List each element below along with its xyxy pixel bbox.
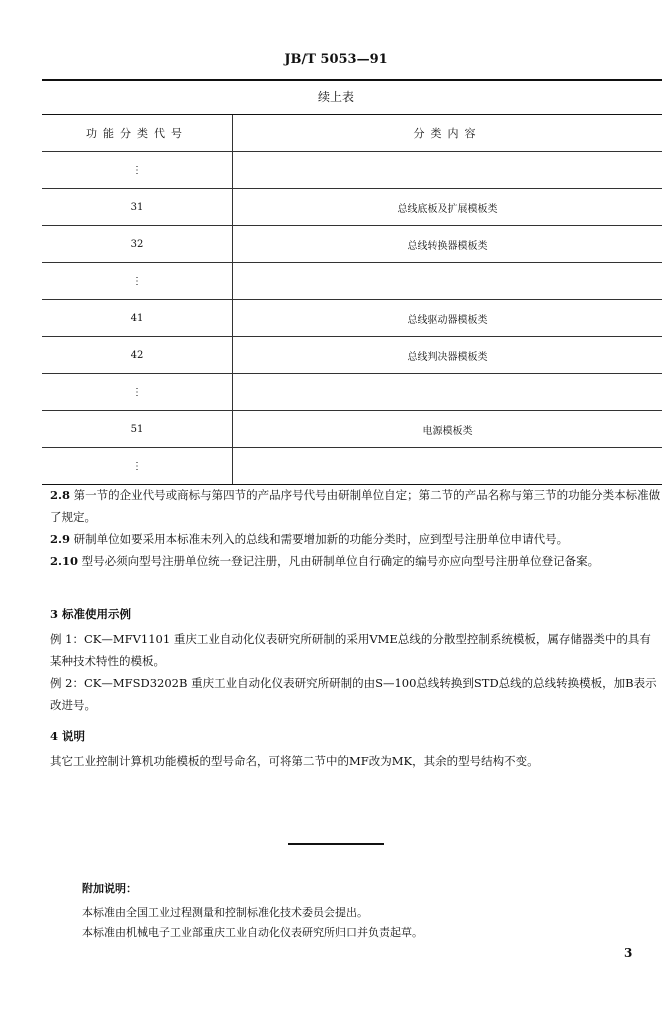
clause-text: 研制单位如要采用本标准未列入的总线和需要增加新的功能分类时，应到型号注册单位申请代号。: [73, 532, 569, 546]
clause-2-10: [50, 550, 662, 572]
table-continuation: 续上表: [317, 90, 354, 104]
cell-code: ⋮: [132, 275, 142, 287]
section-4-title: 4 说明: [50, 729, 86, 743]
cell-code: ⋮: [132, 386, 142, 398]
cell-code: 32: [130, 238, 144, 250]
table-row: [42, 373, 662, 410]
cell-content: 总线转换器模板类: [232, 226, 662, 262]
cell-content: 电源模板类: [232, 411, 662, 447]
clause-2-9: [50, 528, 662, 550]
table-row: [42, 299, 662, 336]
clause-number: 2.9: [50, 532, 71, 546]
page-number: 3: [624, 946, 633, 960]
table-row: [42, 262, 662, 299]
cell-content: [232, 152, 662, 188]
section-4-text: 其它工业控制计算机功能模板的型号命名，可将第二节中的MF改为MK，其余的型号结构不变。: [50, 754, 539, 768]
separator-rule: [288, 843, 384, 845]
cell-content: [232, 448, 662, 484]
table-row: [42, 188, 662, 225]
clause-text: 第一节的企业代号或商标与第四节的产品序号代号由研制单位自定；第二节的产品名称与第三节的功能分类本标准做了规定。: [50, 488, 661, 524]
cell-content: 总线底板及扩展模板类: [232, 189, 662, 225]
clause-2-8: [50, 484, 662, 528]
example-2: 例 2：CK—MFSD3202B 重庆工业自动化仪表研究所研制的由S—100总线转换到STD总线的总线转换模板，加B表示改进号。: [50, 676, 657, 712]
standard-number: JB/T 5053—91: [284, 52, 388, 67]
classification-table: [42, 114, 662, 485]
notes-line-2: 本标准由机械电子工业部重庆工业自动化仪表研究所归口并负责起草。: [82, 926, 423, 939]
table-row: [42, 151, 662, 188]
section-3-title: 3 标准使用示例: [50, 607, 132, 621]
table-row: [42, 336, 662, 373]
notes-title: 附加说明：: [82, 882, 137, 895]
cell-code: 31: [130, 201, 144, 213]
cell-code: 41: [130, 312, 144, 324]
table-header-row: [42, 114, 662, 151]
cell-content: 总线驱动器模板类: [232, 300, 662, 336]
clause-number: 2.8: [50, 488, 71, 502]
clause-number: 2.10: [50, 554, 79, 568]
header-rule: [42, 79, 662, 81]
notes-line-1: 本标准由全国工业过程测量和控制标准化技术委员会提出。: [82, 906, 368, 919]
table-row: [42, 447, 662, 485]
cell-content: 总线判决器模板类: [232, 337, 662, 373]
cell-code: ⋮: [132, 460, 142, 472]
table-row: [42, 225, 662, 262]
cell-code: 42: [130, 349, 144, 361]
cell-code: ⋮: [132, 164, 142, 176]
cell-content: [232, 374, 662, 410]
table-row: [42, 410, 662, 447]
clause-text: 型号必须向型号注册单位统一登记注册，凡由研制单位自行确定的编号亦应向型号注册单位登记备案。: [81, 554, 600, 568]
example-1: 例 1：CK—MFV1101 重庆工业自动化仪表研究所研制的采用VME总线的分散型控制系统模板，属存储器类中的具有某种技术特性的模板。: [50, 632, 651, 668]
col-header-code: 功能分类代号: [86, 127, 188, 140]
col-header-content: 分类内容: [232, 115, 662, 151]
cell-code: 51: [130, 423, 144, 435]
cell-content: [232, 263, 662, 299]
